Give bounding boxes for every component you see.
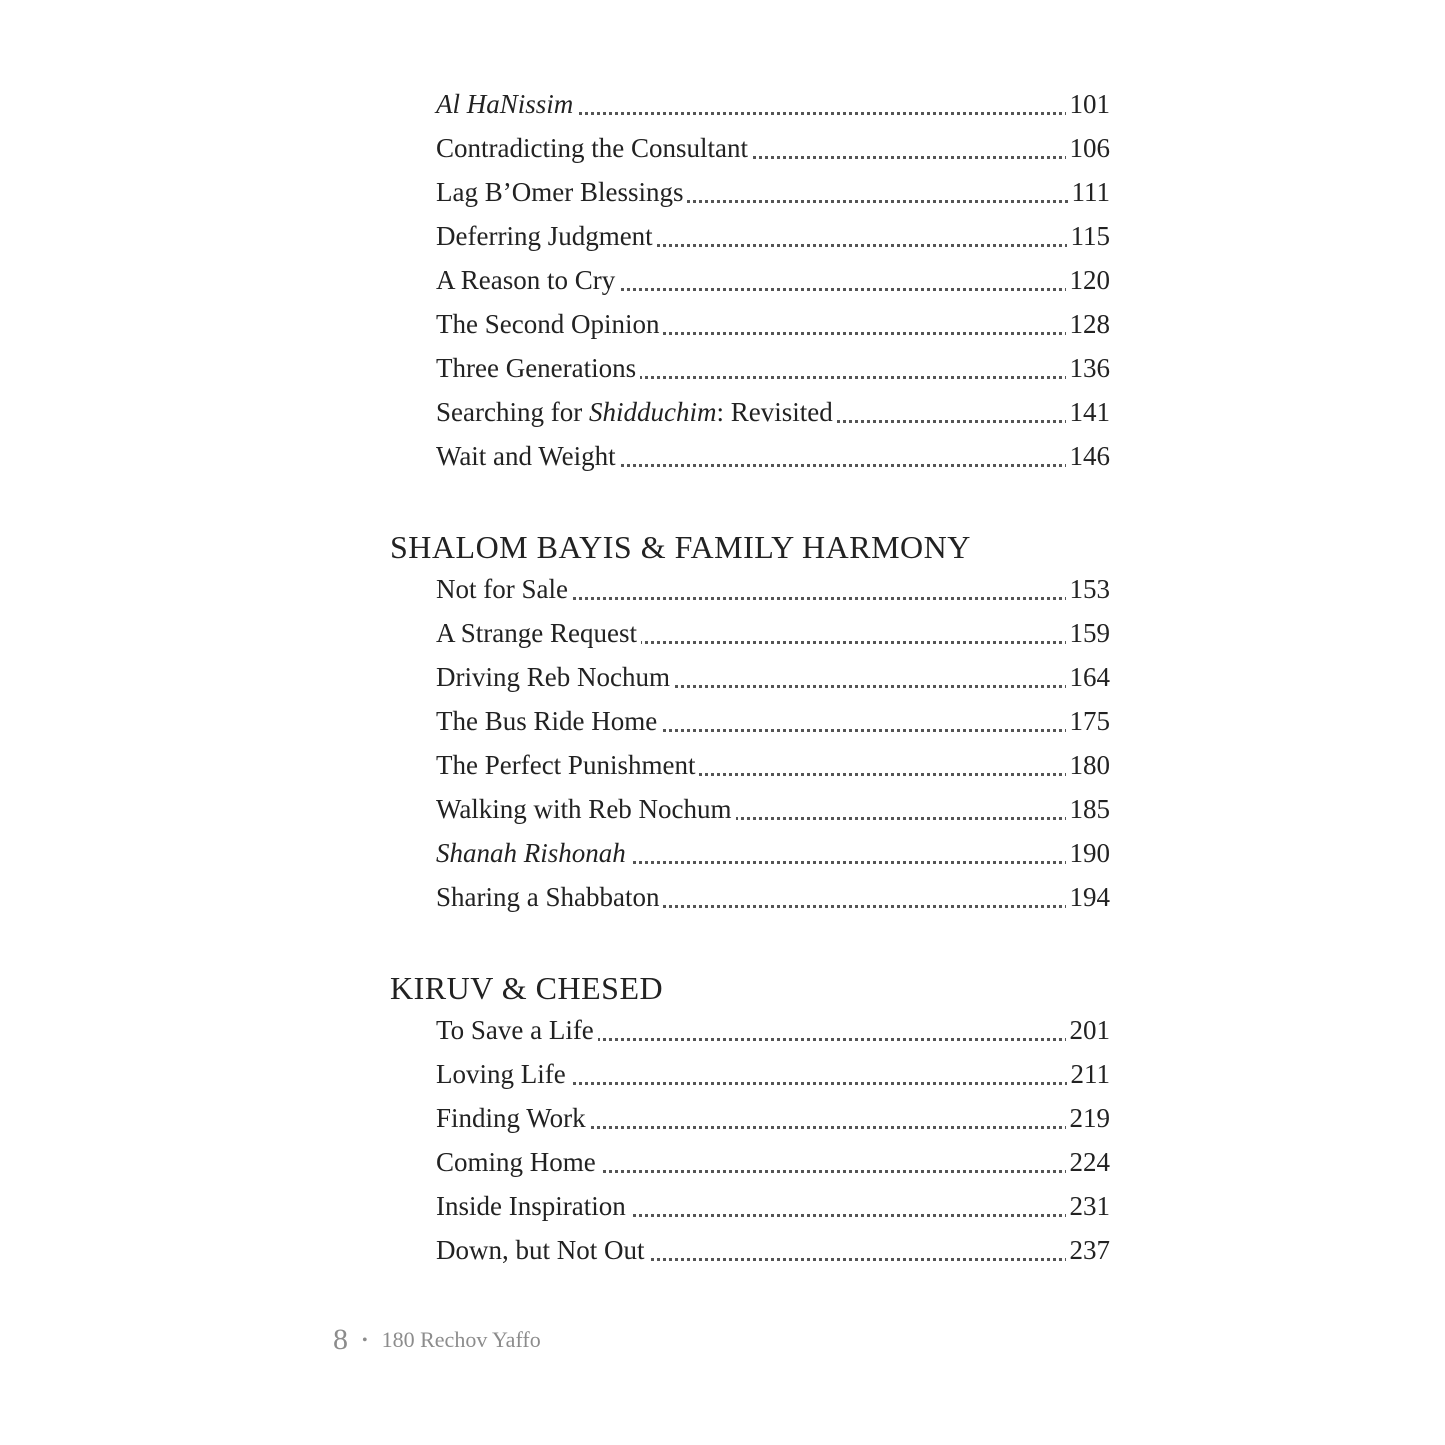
toc-entry-title-part: Loving Life [436, 1059, 566, 1089]
toc-entry-title-part: To Save a Life [436, 1015, 594, 1045]
toc-entry-title-part: Searching for [436, 397, 589, 427]
toc-entry-page: 180 [1066, 743, 1111, 787]
toc-entry-page: 101 [1066, 82, 1111, 126]
section-spacer [390, 919, 1110, 968]
toc-entry-title [436, 838, 630, 868]
toc-entry-page: 224 [1066, 1140, 1111, 1184]
toc-entry-title-part: A Reason to Cry [436, 265, 616, 295]
toc-entry[interactable] [436, 258, 1110, 302]
toc-entry-title [436, 265, 619, 295]
toc-entry[interactable] [436, 1008, 1110, 1052]
toc-entry-title-part: Not for Sale [436, 574, 568, 604]
toc-entry-title-part: Shanah Rishonah [436, 838, 626, 868]
toc-entry-title [436, 706, 661, 736]
toc-entry-page: 159 [1066, 611, 1111, 655]
toc-entry-title-part: Driving Reb Nochum [436, 662, 670, 692]
toc-entry[interactable] [436, 390, 1110, 434]
toc-entry-title [436, 882, 663, 912]
toc-entry-page: 141 [1066, 390, 1111, 434]
toc-entry-title-part: Down, but Not Out [436, 1235, 645, 1265]
toc-entry-title-part: Sharing a Shabbaton [436, 882, 660, 912]
toc-entry-title-part: A Strange Request [436, 618, 637, 648]
toc-entry[interactable] [436, 743, 1110, 787]
toc-entry-title [436, 1015, 598, 1045]
toc-entry-title-part: Walking with Reb Nochum [436, 794, 732, 824]
toc-entry[interactable] [436, 346, 1110, 390]
toc-entry-title [436, 177, 687, 207]
toc-entry[interactable] [436, 1096, 1110, 1140]
toc-entry-page: 111 [1068, 170, 1111, 214]
toc-entry[interactable] [436, 655, 1110, 699]
toc-entry-page: 194 [1066, 875, 1111, 919]
toc-entry-title-part: Finding Work [436, 1103, 586, 1133]
toc-entry-title-part: Wait and Weight [436, 441, 616, 471]
toc-entry-title [436, 794, 736, 824]
toc-entry-title [436, 353, 640, 383]
toc-entry-title [436, 89, 577, 119]
toc-entry[interactable] [436, 831, 1110, 875]
toc-entry-page: 201 [1066, 1008, 1111, 1052]
toc-entry[interactable] [436, 611, 1110, 655]
toc-entry-title [436, 574, 572, 604]
toc-entry-title-part: Deferring Judgment [436, 221, 653, 251]
toc-entry-title-part: Coming Home [436, 1147, 596, 1177]
toc-entry-page: 136 [1066, 346, 1111, 390]
toc-entry-title [436, 1103, 590, 1133]
toc-entry[interactable] [436, 875, 1110, 919]
toc-entry-page: 128 [1066, 302, 1111, 346]
toc-entry-page: 115 [1067, 214, 1111, 258]
toc-entry-title-part: Shidduchim [588, 397, 717, 427]
toc-entry-title [436, 133, 752, 163]
toc-entry-page: 146 [1066, 434, 1111, 478]
toc-entry-title [436, 662, 674, 692]
toc-entry-page: 120 [1066, 258, 1111, 302]
toc-entry-page: 153 [1066, 567, 1111, 611]
toc-entry-page: 190 [1066, 831, 1111, 875]
toc-entry[interactable] [436, 787, 1110, 831]
toc-entry-title-part: Contradicting the Consultant [436, 133, 748, 163]
toc-entry-title-part: Lag B’Omer Blessings [436, 177, 684, 207]
toc-entry-title-part: : Revisited [716, 397, 833, 427]
running-title: 180 Rechov Yaffo [381, 1327, 541, 1352]
toc-entry-title-part: Three Generations [436, 353, 637, 383]
toc-entry-title-part: The Second Opinion [436, 309, 660, 339]
toc-entry-page: 185 [1066, 787, 1111, 831]
toc-entry-page: 175 [1066, 699, 1111, 743]
toc-entry-title [436, 1235, 649, 1265]
section-spacer [390, 478, 1110, 527]
section-heading: KIRUV & CHESED [390, 970, 664, 1006]
toc-entry-title [436, 1147, 600, 1177]
toc-entry-title [436, 1059, 570, 1089]
toc-entry-title [436, 397, 837, 427]
toc-entry-title-part: Inside Inspiration [436, 1191, 626, 1221]
toc-entry-title [436, 1191, 630, 1221]
toc-entry[interactable] [436, 302, 1110, 346]
toc-entry-page: 231 [1066, 1184, 1111, 1228]
toc-entry-title [436, 750, 699, 780]
toc-entry[interactable] [436, 170, 1110, 214]
toc-entry-title [436, 221, 657, 251]
toc-entry-title-part: The Perfect Punishment [436, 750, 696, 780]
toc-entry[interactable] [436, 434, 1110, 478]
toc-entry-title [436, 309, 663, 339]
toc-entry-title-part: The Bus Ride Home [436, 706, 658, 736]
toc-entry-page: 219 [1066, 1096, 1111, 1140]
toc-entry[interactable] [436, 1228, 1110, 1272]
toc-entry-page: 106 [1066, 126, 1111, 170]
toc-entry-title [436, 441, 620, 471]
footer-separator: • [362, 1332, 368, 1349]
toc-entry[interactable] [436, 214, 1110, 258]
toc-entry-title [436, 618, 641, 648]
toc-entry[interactable] [436, 699, 1110, 743]
section-heading: SHALOM BAYIS & FAMILY HARMONY [390, 529, 971, 565]
toc-entry[interactable] [436, 1140, 1110, 1184]
toc-entry-page: 237 [1066, 1228, 1111, 1272]
toc-entry[interactable] [436, 1184, 1110, 1228]
page-number: 8 [333, 1323, 348, 1356]
table-of-contents [390, 82, 1110, 1272]
page-footer [333, 1320, 541, 1361]
toc-entry[interactable] [436, 126, 1110, 170]
toc-entry[interactable] [436, 1052, 1110, 1096]
toc-entry[interactable] [436, 82, 1110, 126]
toc-entry[interactable] [436, 567, 1110, 611]
toc-entry-title-part: Al HaNissim [436, 89, 574, 119]
toc-entry-page: 211 [1067, 1052, 1111, 1096]
toc-entry-page: 164 [1066, 655, 1111, 699]
